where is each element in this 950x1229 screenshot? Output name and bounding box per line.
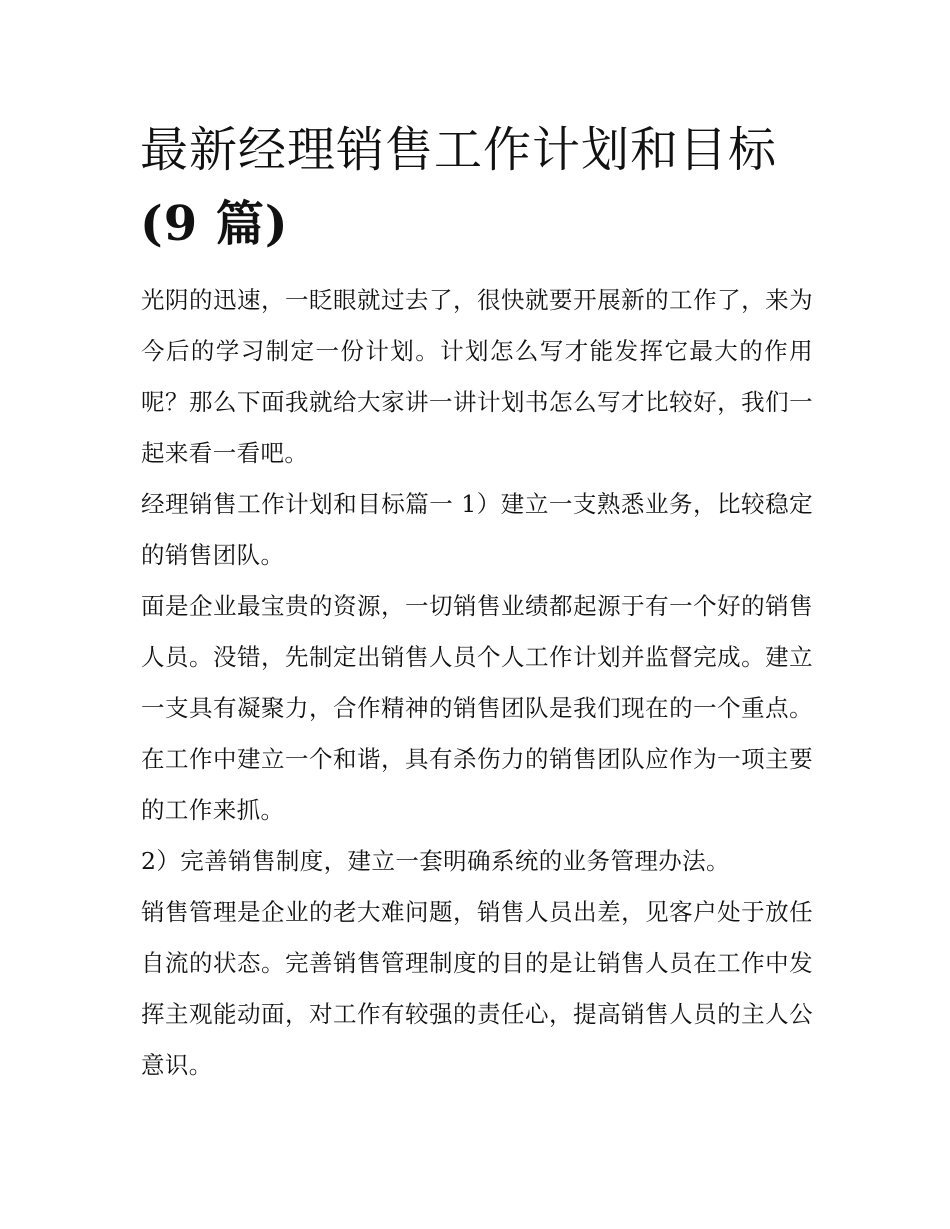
title-line-1: 最新经理销售工作计划和目标 bbox=[140, 122, 778, 178]
paragraph: 经理销售工作计划和目标篇一 1）建立一支熟悉业务，比较稳定的销售团队。 bbox=[141, 490, 813, 569]
paragraph: 销售管理是企业的老大难问题，销售人员出差，见客户处于放任自流的状态。完善销售管理制度的目的是让销售人员在工作中发挥主观能动面，对工作有较强的责任心，提高销售人员的主人公意识。 bbox=[141, 898, 813, 1079]
title-line-2: (9 篇) bbox=[140, 196, 289, 252]
document-title bbox=[140, 113, 820, 261]
paragraph: 光阴的迅速，一眨眼就过去了，很快就要开展新的工作了，来为今后的学习制定一份计划。计划怎么写才能发挥它最大的作用呢？那么下面我就给大家讲一讲计划书怎么写才比较好，我们一起来看一看吧。 bbox=[141, 286, 813, 467]
paragraph: 2）完善销售制度，建立一套明确系统的业务管理办法。 bbox=[141, 847, 730, 875]
paragraph: 面是企业最宝贵的资源，一切销售业绩都起源于有一个好的销售人员。没错，先制定出销售人员个人工作计划并监督完成。建立一支具有凝聚力，合作精神的销售团队是我们现在的一个重点。在工作中建立一个和谐，具有杀伤力的销售团队应作为一项主要的工作来抓。 bbox=[141, 592, 813, 824]
document-body bbox=[141, 275, 813, 1091]
